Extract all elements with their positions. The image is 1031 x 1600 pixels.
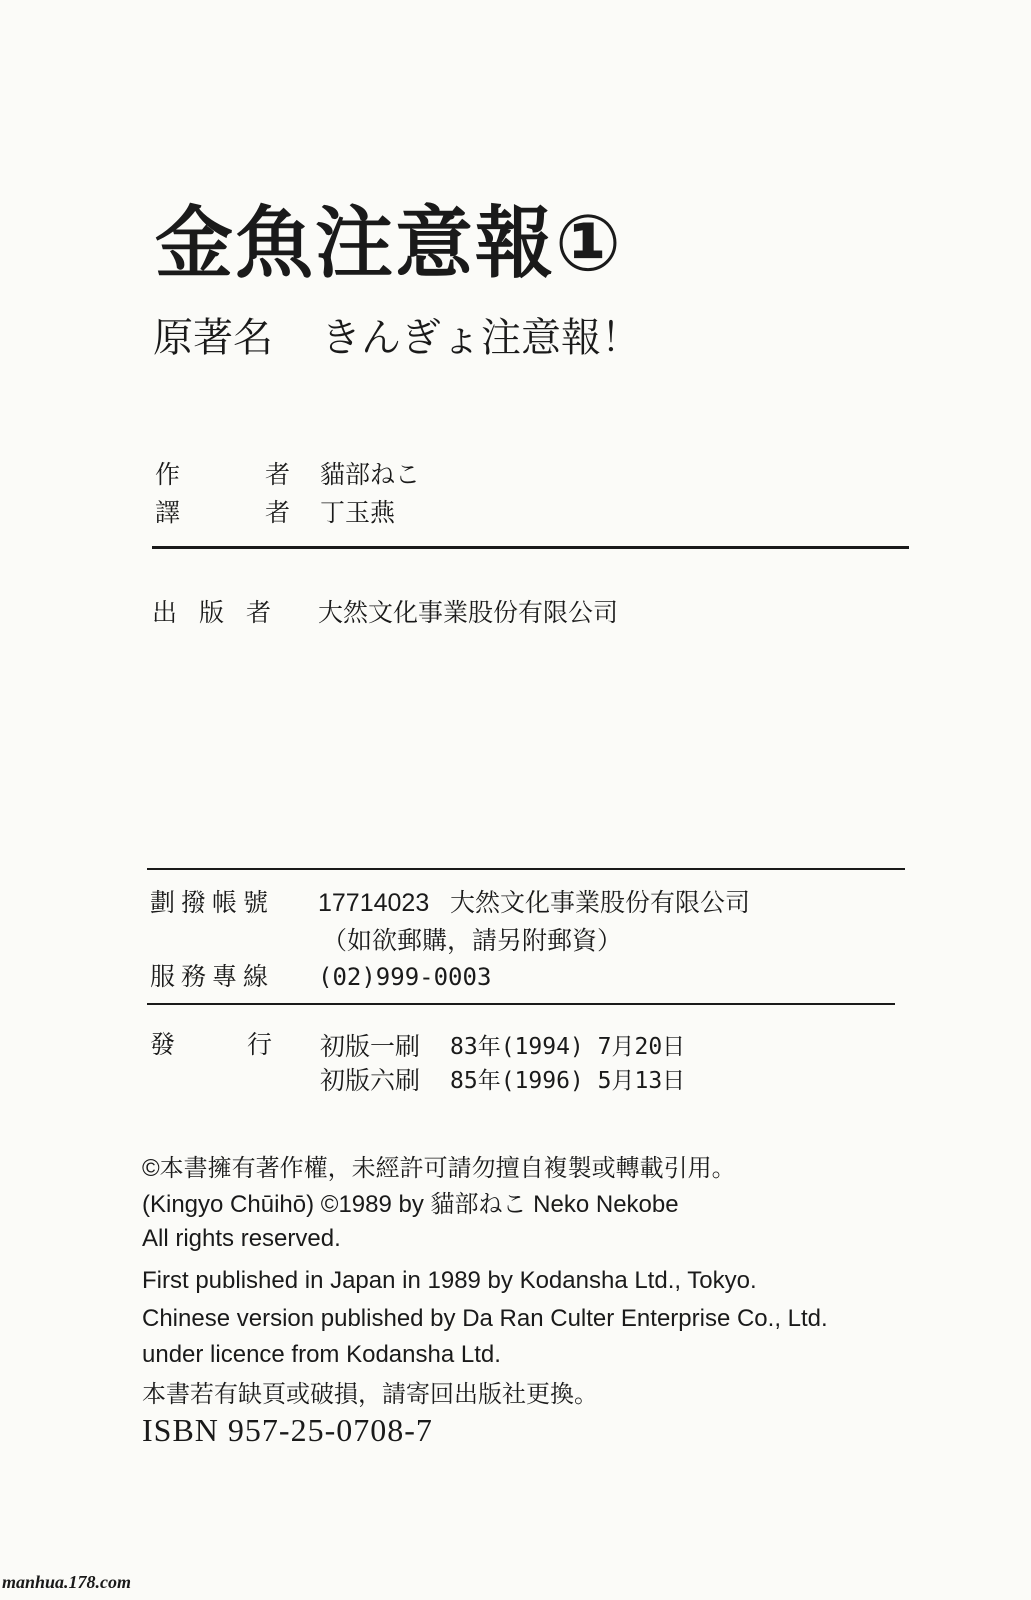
publisher-label: 出版者	[152, 598, 294, 627]
author-value: 貓部ねこ	[320, 460, 421, 489]
service-phone: (02)999-0003	[318, 963, 492, 991]
issue-label-b: 行	[247, 1030, 273, 1059]
publisher-value: 大然文化事業股份有限公司	[318, 598, 619, 627]
edition-2-label: 初版六刷	[320, 1066, 421, 1095]
account-number: 17714023	[318, 889, 430, 917]
divider-3	[147, 1003, 895, 1005]
edition-1-label: 初版一刷	[320, 1032, 421, 1061]
issue-label-a: 發	[150, 1030, 176, 1059]
original-title-value: きんぎょ注意報！	[321, 315, 641, 361]
translator-value: 丁玉燕	[320, 498, 396, 527]
service-label: 服務專線	[150, 962, 275, 991]
legal-licence: under licence from Kodansha Ltd.	[142, 1341, 501, 1368]
account-holder: 大然文化事業股份有限公司	[450, 888, 751, 917]
legal-chinese-version: Chinese version published by Da Ran Culter Enterprise Co., Ltd.	[142, 1305, 828, 1332]
edition-1-date: 83年(1994) 7月20日	[450, 1034, 686, 1060]
legal-first-published: First published in Japan in 1989 by Kodansha Ltd., Tokyo.	[142, 1267, 757, 1294]
translator-label-b: 者	[265, 498, 291, 527]
book-title: 金魚注意報①	[155, 199, 624, 289]
divider-1	[152, 546, 909, 549]
legal-rights: All rights reserved.	[142, 1225, 341, 1252]
translator-label-a: 譯	[155, 498, 181, 527]
legal-copyright-en: (Kingyo Chūihō) ©1989 by 貓部ねこ Neko Nekobe	[142, 1191, 679, 1218]
watermark: manhua.178.com	[2, 1572, 132, 1592]
original-title-label: 原著名	[153, 315, 273, 361]
legal-defect-note: 本書若有缺頁或破損，請寄回出版社更換。	[142, 1381, 598, 1408]
account-note: （如欲郵購，請另附郵資）	[322, 926, 623, 955]
isbn: ISBN 957-25-0708-7	[142, 1412, 433, 1448]
account-label: 劃撥帳號	[150, 888, 275, 917]
legal-copyright-zh: ©本書擁有著作權，未經許可請勿擅自複製或轉載引用。	[142, 1155, 736, 1182]
author-label-b: 者	[265, 460, 291, 489]
divider-2	[147, 868, 905, 870]
original-title	[153, 310, 641, 366]
edition-2-date: 85年(1996) 5月13日	[450, 1068, 686, 1094]
author-label-a: 作	[155, 460, 181, 489]
